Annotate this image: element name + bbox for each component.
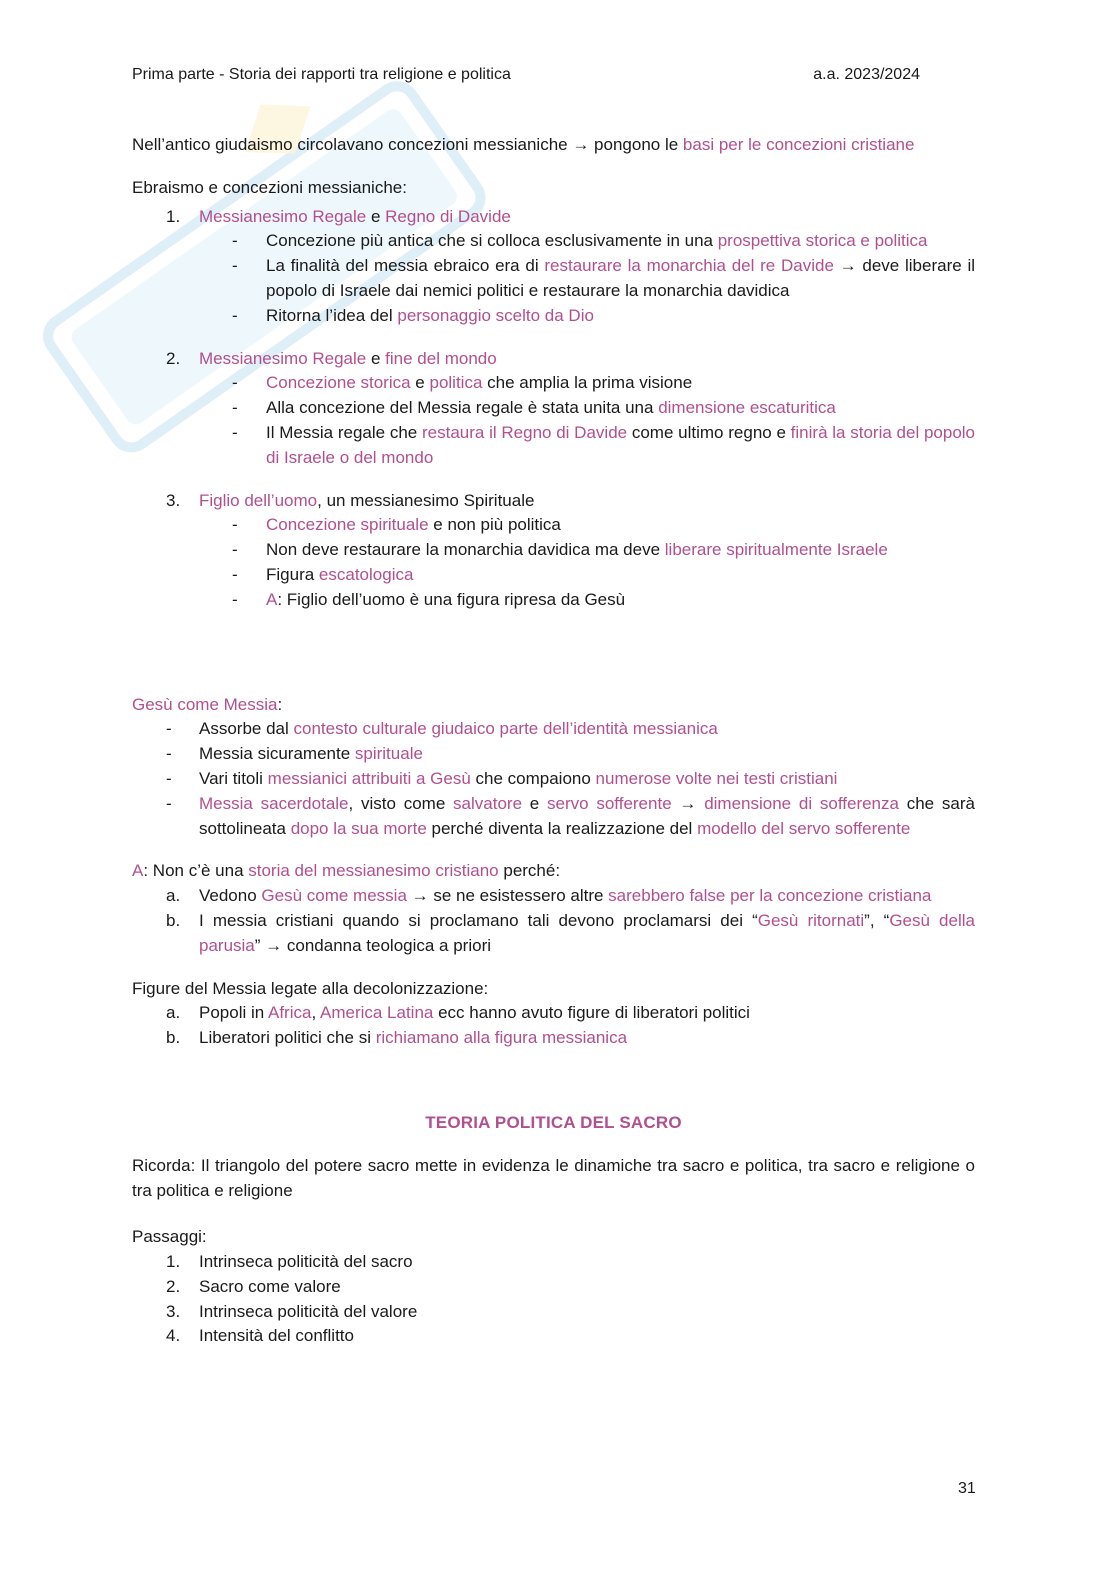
highlighted-text: escatologica [318,564,414,584]
bullet-item [132,229,975,254]
list-label: b. [166,910,181,930]
section-number: 3. [166,490,181,510]
section-item [132,347,975,471]
list-item [132,1300,975,1325]
text-run: come ultimo regno e [627,422,791,442]
text-run: : Non c’è una [143,861,249,881]
text-run: e [410,373,430,393]
list-text: Intensità del conflitto [199,1326,354,1346]
text-run: perché: [498,861,561,881]
text-run: Il Messia regale che [266,422,422,442]
section-heading: TEORIA POLITICA DEL SACRO [425,1112,682,1132]
bullet-item [132,396,975,421]
text-run: ”, “ [864,910,890,930]
text-run: e [522,793,548,813]
section-title [199,489,975,514]
passaggi-list [132,1250,975,1349]
list-label: 2. [166,1276,181,1296]
highlighted-text: Concezione storica [266,373,411,393]
section-number: 1. [166,206,181,226]
text-run: Vari titoli [199,768,268,788]
highlighted-text: Gesù della parusia [199,910,975,955]
text-run: che sarà sottolineata [199,793,975,838]
bullet-item [132,513,975,538]
bullet-item [132,371,975,396]
highlighted-text: sarebbero false per la concezione cristiana [608,886,932,906]
highlighted-text: numerose volte nei testi cristiani [595,768,838,788]
text-run: : Figlio dell’uomo è una figura ripresa da Gesù [277,589,626,609]
text-run: , visto come [348,793,454,813]
bullet-item [132,304,975,329]
list-item [132,1026,975,1051]
highlighted-text: dopo la sua morte [290,818,427,838]
highlighted-text: Messianesimo Regale [199,206,367,226]
ebraismo-title: Ebraismo e concezioni messianiche: [132,177,407,197]
gesu-list [132,717,975,841]
intro-paragraph: Nell’antico giudaismo circolavano concezioni messianiche → pongono le basi per le concezioni cristiane [132,135,915,154]
highlighted-text: finirà la storia del popolo di Israele o del mondo [266,422,976,467]
list-label: 1. [166,1252,181,1272]
highlighted-text: prospettiva storica e politica [717,231,928,251]
list-item [132,1250,975,1275]
header-right: a.a. 2023/2024 [813,66,920,83]
text-run: Ritorna l’idea del [266,305,398,325]
text-run: che compaiono [470,768,596,788]
text-run: La finalità del messia ebraico era di [266,256,545,276]
highlighted-text: dimensione di sofferenza [704,793,899,813]
text-run: perché diventa la realizzazione del [426,818,698,838]
text-run: e non più politica [428,515,561,535]
highlighted-text: Messianesimo Regale [199,348,367,368]
list-text: Sacro come valore [199,1276,341,1296]
section-item [132,489,975,613]
ricorda-paragraph: Ricorda: Il triangolo del potere sacro mette in evidenza le dinamiche tra sacro e politica, tra sacro e religione o tra politica e religione [132,1155,975,1200]
page-header [132,66,920,84]
highlighted-text: politica [429,373,483,393]
highlighted-text: A [266,589,278,609]
text-run: I messia cristiani quando si proclamano tali devono proclamarsi dei “ [199,910,758,930]
highlighted-text: Messia sacerdotale [199,793,349,813]
list-label: a. [166,1003,181,1023]
page-number: 31 [958,1480,976,1497]
section-title [199,205,975,230]
bullet-item [132,742,975,767]
list-item [132,884,975,909]
highlighted-text: restaura il Regno di Davide [421,422,628,442]
highlighted-text: Concezione spirituale [266,515,429,535]
list-label: a. [166,886,181,906]
bullet-item [132,767,975,792]
text-run: Alla concezione del Messia regale è stata unita una [266,398,659,418]
highlighted-text: A [132,861,144,881]
header-left: Prima parte - Storia dei rapporti tra religione e politica [132,66,511,83]
text-run: Non deve restaurare la monarchia davidica ma deve [266,540,665,560]
nota-title [132,859,975,884]
bullet-item [132,254,975,304]
text-run: → se ne esistessero altre [406,886,609,906]
section-number: 2. [166,348,181,368]
text-run: e [366,348,386,368]
text-run: , un messianesimo Spirituale [317,490,535,510]
highlighted-text: modello del servo sofferente [697,818,911,838]
text-run: ” → condanna teologica a priori [254,935,492,955]
text-run: Messia sicuramente [199,744,355,764]
list-label: 3. [166,1301,181,1321]
highlighted-text: contesto culturale giudaico parte dell’identità messianica [293,719,718,739]
document-body [132,133,975,1349]
bullet-item [132,538,975,563]
list-label: b. [166,1028,181,1048]
text-run: ecc hanno avuto figure di liberatori politici [433,1003,750,1023]
section-item [132,205,975,329]
list-text: Intrinseca politicità del valore [199,1301,418,1321]
highlighted-text: Regno di Davide [385,206,511,226]
highlighted-text: liberare spiritualmente Israele [664,540,888,560]
highlighted-text: spirituale [354,744,423,764]
highlighted-text: restaurare la monarchia del re Davide [544,256,834,276]
section-bullets [199,513,975,612]
highlighted-text: America Latina [319,1003,434,1023]
bullet-item [132,792,975,842]
figure-list [132,1001,975,1051]
section-title [199,347,975,372]
highlighted-text: servo sofferente [547,793,672,813]
list-item [132,1324,975,1349]
messianism-sections [132,205,975,613]
list-text: Intrinseca politicità del sacro [199,1252,413,1272]
text-run: Figura [266,564,319,584]
text-run: e [366,206,386,226]
section-bullets [199,371,975,470]
text-run: Assorbe dal [199,719,294,739]
highlighted-text: fine del mondo [385,348,497,368]
highlighted-text: Gesù come messia [261,886,407,906]
highlighted-text: messianici attribuiti a Gesù [267,768,471,788]
figure-title: Figure del Messia legate alla decolonizzazione: [132,978,489,998]
highlighted-text: storia del messianesimo cristiano [248,861,499,881]
highlighted-text: richiamano alla figura messianica [375,1028,628,1048]
highlighted-text: personaggio scelto da Dio [397,305,594,325]
bullet-item [132,563,975,588]
text-run: → deve liberare il popolo di Israele dai nemici politici e restaurare la monarchia davidica [266,256,976,300]
text-run: che amplia la prima visione [482,373,693,393]
highlighted-text: dimensione escaturitica [658,398,836,418]
text-run: Liberatori politici che si [199,1028,376,1048]
list-label: 4. [166,1326,181,1346]
passaggi-title: Passaggi: [132,1227,207,1247]
text-run: , [311,1003,320,1023]
bullet-item [132,421,975,471]
bullet-item [132,717,975,742]
text-run: Vedono [199,886,262,906]
nota-list [132,884,975,958]
text-run: Popoli in [199,1003,268,1023]
text-run: → [671,793,705,813]
highlighted-text: Figlio dell’uomo [199,490,318,510]
highlighted-text: Africa [268,1003,312,1023]
bullet-item [132,588,975,613]
gesu-title: Gesù come Messia: [132,694,283,714]
list-item [132,909,975,959]
highlighted-text: salvatore [453,793,523,813]
list-item [132,1275,975,1300]
text-run: Concezione più antica che si colloca esclusivamente in una [266,231,718,251]
highlighted-text: Gesù ritornati [757,910,865,930]
section-bullets [199,229,975,328]
list-item [132,1001,975,1026]
